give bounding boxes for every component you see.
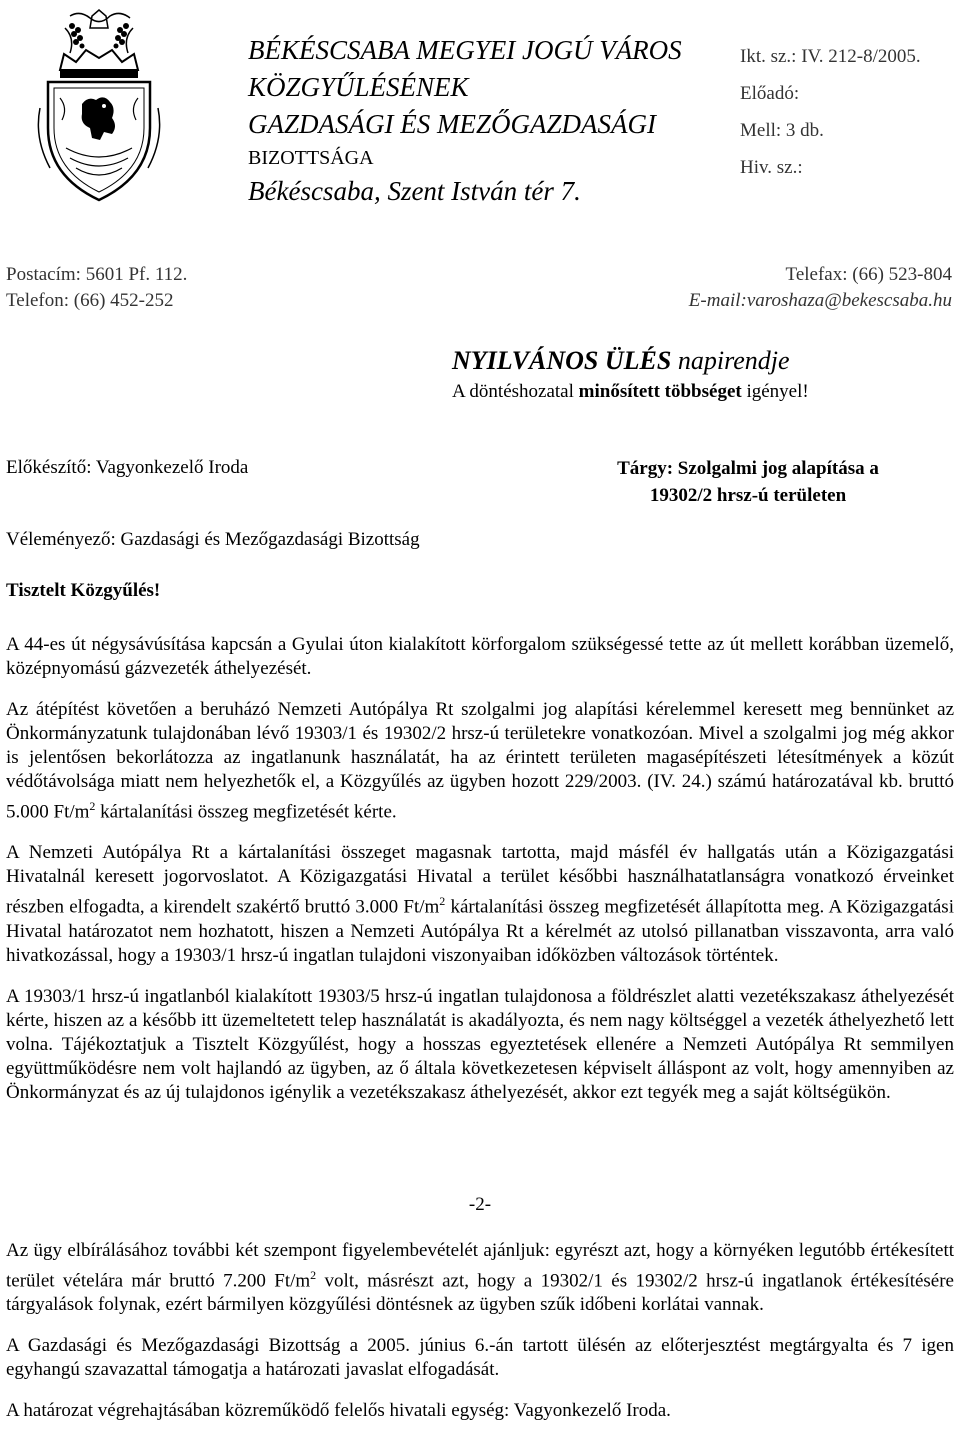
note-bold: minősített többséget <box>578 381 742 402</box>
postal-address: Postacím: 5601 Pf. 112. <box>6 264 188 285</box>
paragraph <box>6 841 954 967</box>
paragraph: A 19303/1 hrsz-ú ingatlanból kialakított 19303/5 hrsz-ú ingatlan tulajdonosa a földrészlet alatti vezetékszakasz áthelyezését kérte, hiszen az a később itt üzemeltetett telep használatát is akadályozta, és nem nagy költséggel a vezeték áthelyezhető lett volna. Tájékoztatjuk a Tisztelt Közgyűlést, hogy a hosszas egyeztetések ellenére a Nemzeti Autópálya Rt semmilyen együttműködésre nem volt hajlandó az ügyben, az ő általa következetesen képviselt álláspont az volt, hogy amennyiben az Önkormányzat és az új tulajdonos igénylik a vezetékszakasz áthelyezését, akkor ezt tegyék meg a saját költségükön. <box>6 985 954 1103</box>
paragraph-text: Az ügy elbírálásához további két szempont figyelembevételét ajánljuk: egyrészt azt, hogy a környéken legutóbb értékesített terület vételára már bruttó 7.200 Ft/m <box>6 1240 954 1292</box>
org-line: BIZOTTSÁGA <box>248 147 374 169</box>
org-line: KÖZGYŰLÉSÉNEK <box>248 72 469 102</box>
organization-block <box>248 32 682 210</box>
note-text: igényel! <box>741 381 809 402</box>
reviewer: Véleményező: Gazdasági és Mezőgazdasági Bizottság <box>6 529 420 550</box>
org-line: GAZDASÁGI ÉS MEZŐGAZDASÁGI <box>248 109 656 139</box>
decision-note <box>452 380 812 404</box>
presenter-label: Előadó: <box>740 83 800 104</box>
reference-label: Hiv. sz.: <box>740 157 803 178</box>
paragraph-text: Az átépítést követően a beruházó Nemzeti Autópálya Rt szolgalmi jog alapítási kérelemmel keresett meg bennünket az Önkormányzatunk tulajdonában lévő 19303/1 és 19302/2 hrsz-ú területekre vonatkozóan. Mivel a szolgalmi jog még akkor is jelentősen bekorlátozza az ingatlanunk használatát, ha az érintett területen magasépítészeti létesítmények a közút védőtávolsága miatt nem helyezhetők el, a Közgyűlés az ügyben hozott 229/2003. (IV. 24.) számú határozatával kb. bruttó 5.000 Ft/m <box>6 699 954 823</box>
page-number: -2- <box>468 1194 492 1215</box>
contact-right <box>689 262 952 314</box>
subject-line: Tárgy: Szolgalmi jog alapítása a <box>617 458 879 479</box>
session-title-rest: napirendje <box>671 346 790 375</box>
fax-number: Telefax: (66) 523-804 <box>785 264 952 285</box>
paragraph-text: kártalanítási összeg megfizetését állapította meg. A Közigazgatási Hivatal határozatot nem hozhatott, hiszen a Nemzeti Autópálya Rt a kérelmét az utolsó pillanatban visszavonta, arra való hivatkozással, hogy a 19303/1 hrsz-ú ingatlan tulajdoni viszonyaiban időközben változások történtek. <box>6 896 954 966</box>
reference-number: Ikt. sz.: IV. 212-8/2005. <box>740 46 921 67</box>
email-address: E-mail:varoshaza@bekescsaba.hu <box>688 290 952 311</box>
session-title-bold: NYILVÁNOS ÜLÉS <box>452 346 672 375</box>
superscript: 2 <box>310 1268 317 1282</box>
paragraph <box>6 698 954 824</box>
body-part-2 <box>6 1239 954 1440</box>
paragraph: A Gazdasági és Mezőgazdasági Bizottság a 2005. június 6.-án tartott ülésén az előterjesztést megtárgyalta és 7 igen egyhangú szavazattal támogatja a határozati javaslat elfogadását. <box>6 1335 954 1381</box>
session-title <box>452 346 812 376</box>
salutation: Tisztelt Közgyűlés! <box>6 580 161 601</box>
subject <box>598 455 898 509</box>
phone-number: Telefon: (66) 452-252 <box>6 290 174 311</box>
paragraph-text: A Nemzeti Autópálya Rt a kártalanítási összeget magasnak tartotta, majd másfél év hallgatás után a Közigazgatási Hivatalnál keresett jogorvoslatot. A Közigazgatási Hivatal a terület későbbi használhatatlanságra vonatkozó érveinket részben elfogadta, a kirendelt szakértő bruttó 3.000 Ft/m <box>6 842 954 918</box>
org-line: BÉKÉSCSABA MEGYEI JOGÚ VÁROS <box>248 35 682 65</box>
paragraph: A határozat végrehajtásában közreműködő felelős hivatali egység: Vagyonkezelő Iroda. <box>6 1400 671 1422</box>
note-text: A döntéshozatal <box>452 381 579 402</box>
reference-block <box>740 38 921 186</box>
contact-left <box>6 262 187 314</box>
body-part-1 <box>6 633 954 1122</box>
superscript: 2 <box>439 894 446 909</box>
paragraph-text: volt, másrészt azt, hogy a 19302/1 és 19302/2 hrsz-ú ingatlanok értékesítésére tárgyalások folynak, ezért bármilyen közgyűlési döntésnek az ügyben szűk időbeni korlátai vannak. <box>6 1270 954 1316</box>
paragraph: A 44-es út négysávúsítása kapcsán a Gyulai úton kialakított körforgalom szükségessé tette az út mellett korábban üzemelő, középnyomású gázvezeték áthelyezését. <box>6 634 954 679</box>
paragraph-text: kártalanítási összeg megfizetését kérte. <box>95 801 397 823</box>
superscript: 2 <box>89 799 96 813</box>
attachments-label: Mell: 3 db. <box>740 120 824 141</box>
org-address: Békéscsaba, Szent István tér 7. <box>248 176 581 206</box>
preparer: Előkészítő: Vagyonkezelő Iroda <box>6 457 249 478</box>
subject-line: 19302/2 hrsz-ú területen <box>649 485 847 506</box>
paragraph <box>6 1239 954 1317</box>
coat-of-arms-icon <box>30 8 168 208</box>
session-block <box>452 346 812 404</box>
